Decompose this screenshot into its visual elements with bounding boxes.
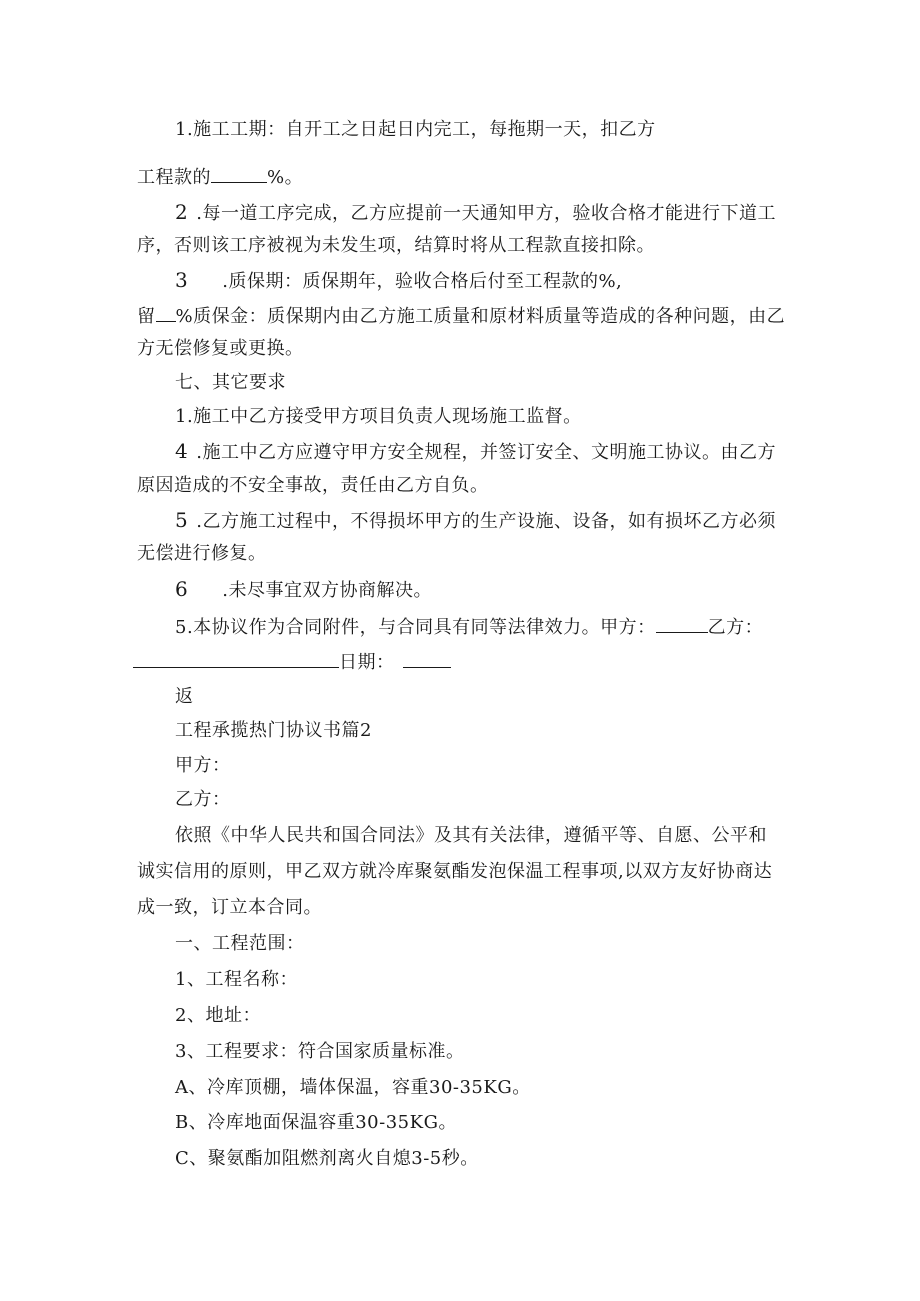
requirement-4-line-2: 原因造成的不安全事故，责任由乙方自负。 — [137, 475, 489, 496]
intro-line-2: 诚实信用的原则，甲乙双方就冷库聚氨酯发泡保温工程事项,以双方友好协商达 — [137, 861, 773, 882]
party-b-signature-blank — [133, 649, 339, 668]
clause-1-text-a: 工程款的 — [137, 167, 211, 188]
requirement-7-line — [175, 614, 763, 640]
scope-item-1: 1、工程名称： — [175, 969, 298, 990]
clause-3-line-2 — [137, 303, 785, 329]
clause-2-line-2: 序，否则该工序被视为未发生项，结算时将从工程款直接扣除。 — [137, 235, 655, 256]
scope-item-b: B、冷库地面保温容重30-35KG。 — [175, 1112, 457, 1133]
agreement-title-2: 工程承揽热门协议书篇2 — [175, 720, 372, 741]
clause-3-line-1 — [175, 268, 622, 294]
clause-2-text: .每一道工序完成，乙方应提前一天通知甲方，验收合格才能进行下道工 — [196, 203, 776, 224]
date-blank — [403, 649, 451, 668]
party-b-label: 乙方： — [707, 617, 764, 638]
party-b-line: 乙方： — [175, 789, 231, 810]
intro-line-1: 依照《中华人民共和国合同法》及其有关法律，遵循平等、自愿、公平和 — [175, 825, 767, 846]
party-a-signature-blank — [656, 614, 708, 633]
requirement-5-line-2: 无偿进行修复。 — [137, 543, 267, 564]
clause-3-text-b: %质保金：质保期内由乙方施工质量和原材料质量等造成的各种问题，由乙 — [175, 306, 786, 327]
requirement-5-line-1 — [175, 508, 776, 534]
party-a-line: 甲方： — [175, 755, 231, 776]
requirement-6-text: .未尽事宜双方协商解决。 — [222, 580, 432, 601]
clause-3-text-a: 留 — [137, 306, 156, 327]
requirement-4-line-1 — [175, 439, 776, 465]
scope-item-a: A、冷库顶棚，墙体保温，容重30-35KG。 — [175, 1077, 531, 1098]
requirement-6-line — [175, 577, 432, 603]
requirement-6-number: 6 — [175, 577, 189, 601]
clause-1-line-2 — [137, 164, 303, 190]
date-label: 日期： — [339, 652, 395, 673]
clause-3-text: .质保期：质保期年，验收合格后付至工程款的%, — [222, 271, 623, 292]
blank-line — [211, 164, 267, 183]
requirement-5-text: .乙方施工过程中，不得损坏甲方的生产设施、设备，如有损坏乙方必须 — [196, 511, 776, 532]
clause-3-number: 3 — [175, 268, 189, 292]
clause-2-line-1 — [175, 200, 776, 226]
clause-3-line-3: 方无偿修复或更换。 — [137, 338, 304, 359]
section-7-title: 七、其它要求 — [175, 372, 286, 393]
requirement-5-number: 5 — [175, 508, 189, 532]
scope-item-3: 3、工程要求：符合国家质量标准。 — [175, 1041, 465, 1062]
signature-date-line — [133, 649, 451, 675]
requirement-7-text: 5.本协议作为合同附件，与合同具有同等法律效力。甲方： — [175, 617, 656, 638]
requirement-4-number: 4 — [175, 439, 189, 463]
clause-1-line-1: 1.施工工期：自开工之日起日内完工，每拖期一天，扣乙方 — [175, 119, 656, 140]
scope-title: 一、工程范围： — [175, 933, 305, 954]
requirement-1: 1.施工中乙方接受甲方项目负责人现场施工监督。 — [175, 406, 582, 427]
scope-item-c: C、聚氨酯加阻燃剂离火自熄3-5秒。 — [175, 1148, 479, 1169]
clause-1-text-b: %。 — [267, 167, 304, 188]
back-link[interactable]: 返 — [175, 686, 194, 707]
clause-2-number: 2 — [175, 200, 189, 224]
blank-line — [156, 303, 176, 322]
scope-item-2: 2、地址： — [175, 1005, 261, 1026]
intro-line-3: 成一致，订立本合同。 — [137, 897, 322, 918]
requirement-4-text: .施工中乙方应遵守甲方安全规程，并签订安全、文明施工协议。由乙方 — [196, 442, 776, 463]
